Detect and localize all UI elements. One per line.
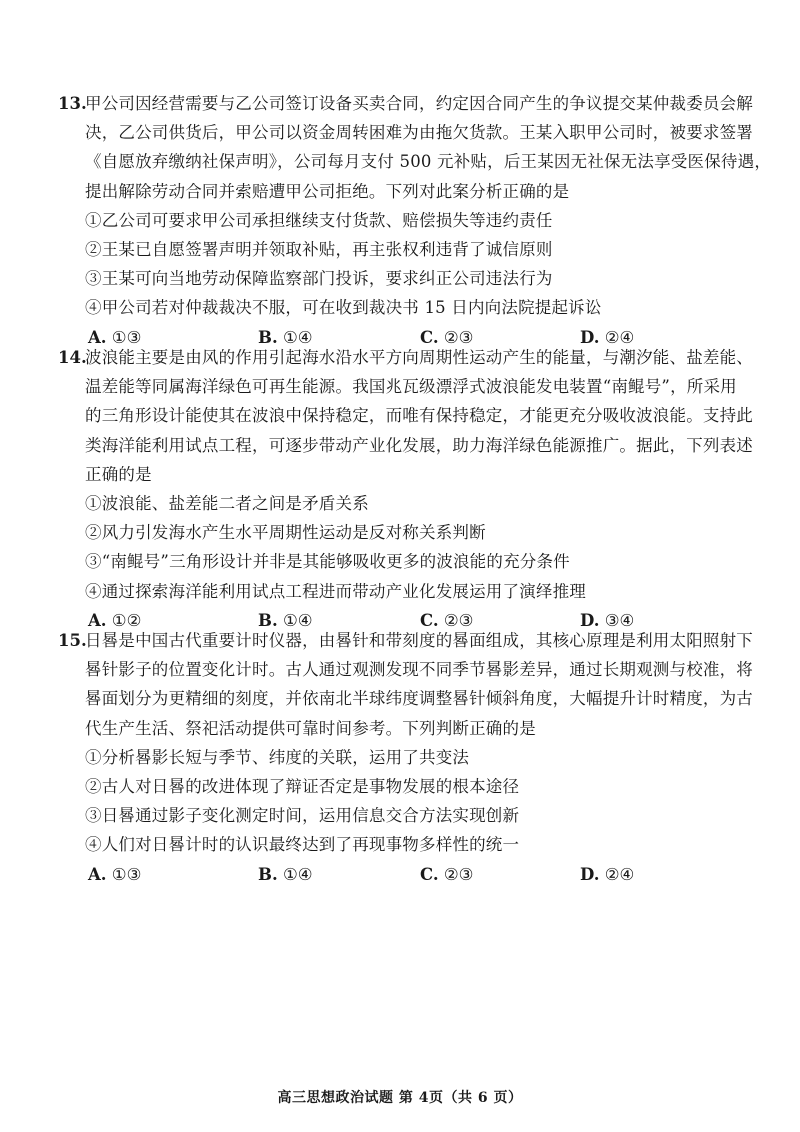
statement-option-3: ③“南鲲号”三角形设计并非是其能够吸收更多的波浪能的充分条件 (85, 552, 570, 572)
answer-choice-b (258, 860, 313, 889)
answer-value: ①④ (282, 610, 313, 630)
question-stem-line (58, 89, 753, 118)
answer-label: C. (420, 327, 439, 347)
answer-label: A. (88, 864, 107, 884)
answer-label: C. (420, 864, 439, 884)
answer-value: ①④ (282, 864, 313, 884)
answer-value: ②③ (443, 327, 474, 347)
answer-label: B. (258, 864, 278, 884)
statement-option-1: ①乙公司可要求甲公司承担继续支付货款、赔偿损失等违约责任 (85, 210, 553, 230)
answer-choice-d (580, 860, 634, 889)
statement-option-4: ④通过探索海洋能利用试点工程进而带动产业化发展运用了演绎推理 (85, 581, 586, 601)
question-stem-line: 温差能等同属海洋绿色可再生能源。我国兆瓦级漂浮式波浪能发电装置“南鲲号”，所采用 (85, 377, 737, 397)
answer-value: ①② (111, 610, 142, 630)
answer-label: C. (420, 610, 439, 630)
answer-value: ①③ (111, 864, 142, 884)
answer-label: D. (580, 327, 600, 347)
stem-text: 日晷是中国古代重要计时仪器，由晷针和带刻度的晷面组成，其核心原理是利用太阳照射下 (85, 631, 753, 650)
statement-option-1: ①波浪能、盐差能二者之间是矛盾关系 (85, 493, 369, 513)
answer-label: B. (258, 327, 278, 347)
statement-option-1: ①分析晷影长短与季节、纬度的关联，运用了共变法 (85, 747, 470, 767)
answer-label: B. (258, 610, 278, 630)
answer-choice-c (420, 860, 473, 889)
statement-option-3: ③日晷通过影子变化测定时间，运用信息交合方法实现创新 (85, 806, 520, 826)
question-number: 14. (58, 348, 87, 367)
question-stem-line (58, 626, 753, 655)
question-15 (58, 626, 753, 889)
statement-option-2: ②古人对日晷的改进体现了辩证否定是事物发展的根本途径 (85, 776, 520, 796)
answer-label: D. (580, 864, 600, 884)
answer-label: A. (88, 610, 107, 630)
answer-label: D. (580, 610, 600, 630)
answer-value: ②③ (443, 864, 474, 884)
answer-value: ②④ (604, 864, 635, 884)
answer-choices (58, 860, 748, 889)
question-stem-line: 决，乙公司供货后，甲公司以资金周转困难为由拖欠货款。王某入职甲公司时，被要求签署 (85, 123, 753, 143)
answer-value: ②③ (443, 610, 474, 630)
statement-option-4: ④甲公司若对仲裁裁决不服，可在收到裁决书 15 日内向法院提起诉讼 (85, 298, 602, 318)
page-footer: 高三思想政治试题 第 4页（共 6 页） (277, 1090, 523, 1106)
question-stem-line: 提出解除劳动合同并索赔遭甲公司拒绝。下列对此案分析正确的是 (85, 181, 570, 201)
question-number: 15. (58, 631, 87, 650)
question-stem-line: 的三角形设计能使其在波浪中保持稳定，而唯有保持稳定，才能更充分吸收波浪能。支持此 (85, 406, 753, 426)
question-stem-line: 代生产生活、祭祀活动提供可靠时间参考。下列判断正确的是 (85, 718, 536, 738)
answer-value: ①③ (111, 327, 142, 347)
question-stem-line (58, 343, 753, 372)
answer-label: A. (88, 327, 107, 347)
statement-option-4: ④人们对日晷计时的认识最终达到了再现事物多样性的统一 (85, 835, 520, 855)
question-stem-line: 晷面划分为更精细的刻度，并依南北半球纬度调整晷针倾斜角度，大幅提升计时精度，为古 (85, 689, 753, 709)
question-stem-line: 《自愿放弃缴纳社保声明》，公司每月支付 500 元补贴，后王某因无社保无法享受医保待遇， (85, 152, 772, 172)
answer-value: ②④ (604, 327, 635, 347)
answer-value: ①④ (282, 327, 313, 347)
question-stem-line: 正确的是 (85, 464, 152, 484)
question-stem-line: 晷针影子的位置变化计时。古人通过观测发现不同季节晷影差异，通过长期观测与校准，将 (85, 660, 753, 680)
question-14 (58, 343, 753, 635)
question-stem-line: 类海洋能利用试点工程，可逐步带动产业化发展，助力海洋绿色能源推广。据此，下列表述 (85, 435, 753, 455)
statement-option-2: ②风力引发海水产生水平周期性运动是反对称关系判断 (85, 523, 486, 543)
answer-value: ③④ (604, 610, 635, 630)
stem-text: 甲公司因经营需要与乙公司签订设备买卖合同，约定因合同产生的争议提交某仲裁委员会解 (85, 94, 753, 113)
stem-text: 波浪能主要是由风的作用引起海水沿水平方向周期性运动产生的能量，与潮汐能、盐差能、 (85, 348, 753, 367)
question-13 (58, 89, 772, 352)
statement-option-3: ③王某可向当地劳动保障监察部门投诉，要求纠正公司违法行为 (85, 269, 553, 289)
statement-option-2: ②王某已自愿签署声明并领取补贴，再主张权利违背了诚信原则 (85, 239, 553, 259)
answer-choice-a (88, 860, 141, 889)
question-number: 13. (58, 94, 87, 113)
